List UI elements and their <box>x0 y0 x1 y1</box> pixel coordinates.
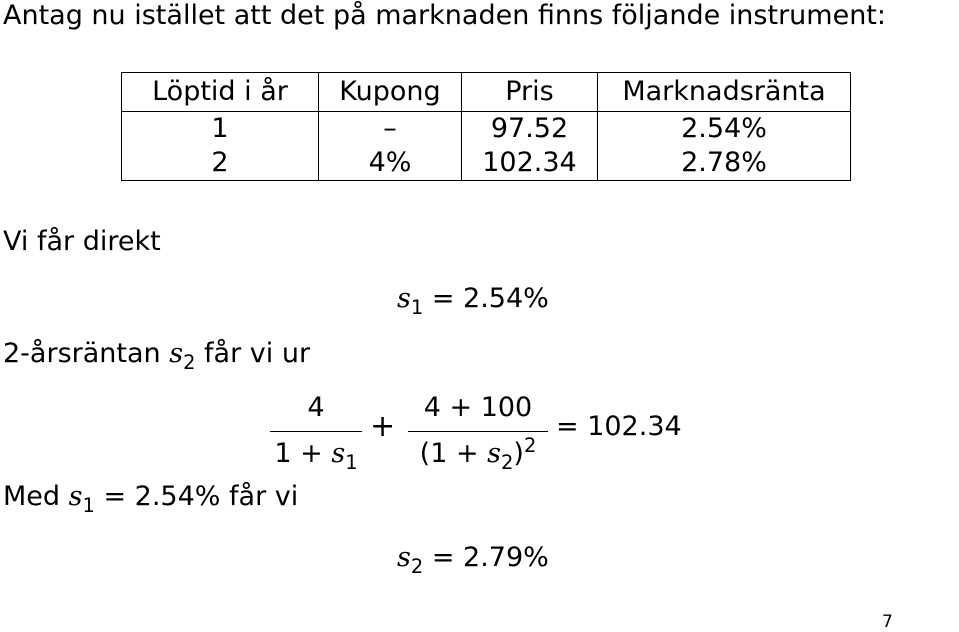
text-part: 2-årsräntan <box>3 338 170 369</box>
cell-maturity: 1 <box>122 112 319 147</box>
cell-coupon: – <box>319 112 462 147</box>
variable-s: s <box>169 338 184 369</box>
header-coupon: Kupong <box>319 73 462 112</box>
fraction-bar <box>270 431 362 432</box>
fraction-1-denominator <box>270 438 362 474</box>
fraction-2-numerator: 4 + 100 <box>423 392 533 423</box>
plus-sign: + <box>370 409 396 444</box>
equation-rhs: = 2.54% <box>431 283 549 314</box>
variable-s: s <box>397 542 411 573</box>
subscript: 1 <box>82 493 95 517</box>
fraction-2-denominator <box>408 434 548 474</box>
fraction-1 <box>270 392 362 474</box>
med-text <box>3 481 299 517</box>
cell-price: 102.34 <box>462 146 598 181</box>
equation-s1 <box>397 283 549 319</box>
subscript: 2 <box>501 450 514 474</box>
table-row <box>122 112 851 147</box>
header-maturity: Löptid i år <box>122 73 319 112</box>
equation-s2 <box>397 542 549 578</box>
table-row <box>122 146 851 181</box>
text-part: ) <box>513 438 524 469</box>
fraction-1-numerator: 4 <box>307 392 325 423</box>
subscript: 1 <box>345 450 358 474</box>
two-year-rate-text <box>3 338 311 374</box>
cell-market-rate: 2.54% <box>598 112 851 147</box>
subscript: 1 <box>410 295 424 319</box>
text-part: = 2.54% får vi <box>94 481 299 512</box>
fraction-2 <box>408 392 548 474</box>
intro-text: Antag nu istället att det på marknaden finns följande instrument: <box>3 0 886 31</box>
subscript: 2 <box>183 350 196 374</box>
page-number: 7 <box>882 612 893 632</box>
equation-rhs: = 102.34 <box>556 411 682 442</box>
header-price: Pris <box>462 73 598 112</box>
cell-market-rate: 2.78% <box>598 146 851 181</box>
instrument-table <box>121 72 851 181</box>
header-market-rate: Marknadsränta <box>598 73 851 112</box>
subscript: 2 <box>410 554 424 578</box>
variable-s: s <box>68 481 83 512</box>
text-part: får vi ur <box>195 338 311 369</box>
equation-rhs: = 2.79% <box>431 542 549 573</box>
text-part: 1 + <box>274 438 332 469</box>
direct-text: Vi får direkt <box>3 226 161 257</box>
variable-s: s <box>331 438 346 469</box>
text-part: Med <box>3 481 69 512</box>
variable-s: s <box>487 438 502 469</box>
variable-s: s <box>397 283 411 314</box>
table-header-row <box>122 73 851 112</box>
cell-price: 97.52 <box>462 112 598 147</box>
fraction-bar <box>408 431 548 432</box>
superscript: 2 <box>523 434 537 458</box>
cell-maturity: 2 <box>122 146 319 181</box>
text-part: (1 + <box>419 438 488 469</box>
cell-coupon: 4% <box>319 146 462 181</box>
